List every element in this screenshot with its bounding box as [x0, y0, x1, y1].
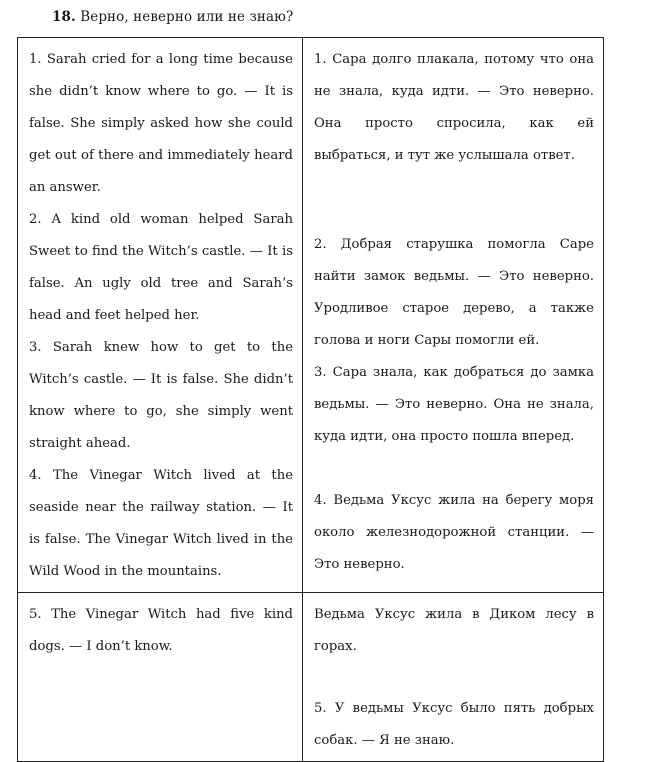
russian-cell: [303, 593, 604, 762]
english-cell: [18, 593, 303, 762]
table-row: [18, 593, 604, 762]
russian-answer-3: 3. Сара знала, как добраться до замка ведьмы. — Это неверно. Она не знала, куда идти, она просто пошла вперед.: [314, 365, 594, 444]
russian-answer-1: 1. Сара долго плакала, потому что она не знала, куда идти. — Это неверно. Она просто спросила, как ей выбраться, и тут же услышала ответ.: [314, 52, 594, 163]
english-answer-5: 5. The Vinegar Witch had five kind dogs. — I don’t know.: [29, 607, 293, 654]
russian-answer-4: 4. Ведьма Уксус жила на берегу моря около железнодорожной станции. — Это неверно.: [314, 493, 594, 572]
russian-answer-5: 5. У ведьмы Уксус было пять добрых собак. — Я не знаю.: [314, 701, 594, 748]
exercise-number: 18.: [52, 9, 76, 25]
answers-table: [17, 37, 604, 762]
english-answer-2: 2. A kind old woman helped Sarah Sweet to find the Witch’s castle. — It is false. An ugly old tree and Sarah’s head and feet helped her.: [29, 212, 293, 323]
exercise-title: Верно, неверно или не знаю?: [80, 9, 294, 25]
table-row: [18, 38, 604, 593]
exercise-heading: [52, 9, 293, 25]
english-cell: [18, 38, 303, 593]
russian-answer-4-continued: Ведьма Уксус жила в Диком лесу в горах.: [314, 607, 594, 654]
english-answer-4: 4. The Vinegar Witch lived at the seaside near the railway station. — It is false. The Vinegar Witch lived in the Wild Wood in the mountains.: [29, 468, 293, 579]
spacer: [314, 172, 594, 229]
english-answer-1: 1. Sarah cried for a long time because she didn’t know where to go. — It is false. She simply asked how she could get out of there and immediately heard an answer.: [29, 52, 293, 195]
english-answer-3: 3. Sarah knew how to get to the Witch’s castle. — It is false. She didn’t know where to go, she simply went straight ahead.: [29, 340, 293, 451]
spacer: [314, 453, 594, 485]
russian-answer-2: 2. Добрая старушка помогла Саре найти замок ведьмы. — Это неверно. Уродливое старое дерево, а также голова и ноги Сары помогли ей.: [314, 237, 594, 348]
spacer: [314, 663, 594, 693]
russian-cell: [303, 38, 604, 593]
